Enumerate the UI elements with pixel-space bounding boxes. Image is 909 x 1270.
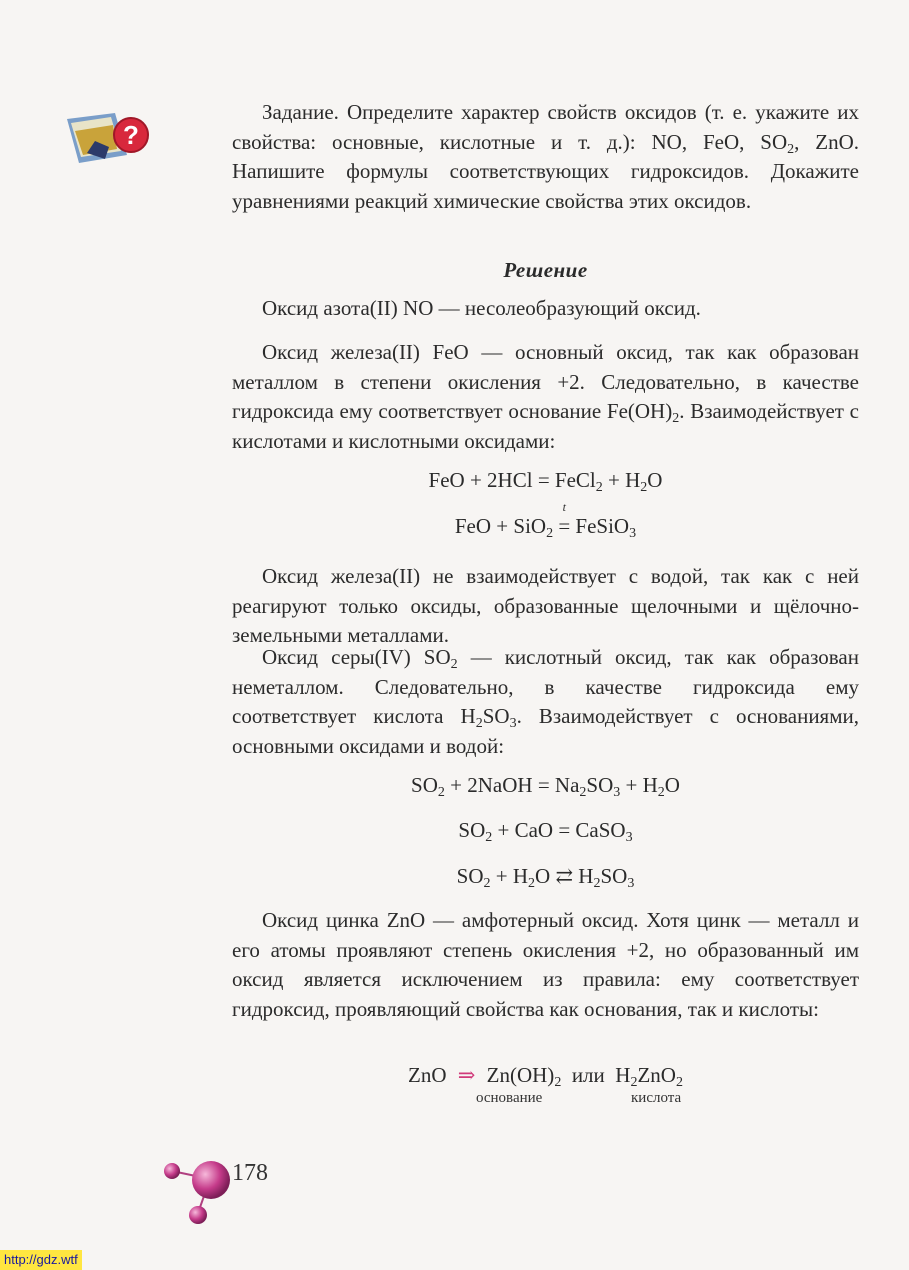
folder-question-icon bbox=[65, 105, 150, 167]
paragraph-no: Оксид азота(II) NO — несолеобразующий оксид. bbox=[262, 296, 701, 320]
paragraph-feo-water: Оксид железа(II) не взаимодействует с водой, так как с ней реагируют только оксиды, образованные щелочными и щёлочно-земельными металлами. bbox=[232, 564, 859, 647]
heat-sign: = t bbox=[558, 500, 571, 538]
equation-so2-cao: $SO_2$ + CaO = CaSO$_3$ bbox=[458, 818, 633, 845]
equation-feo-sio2: FeO + SiO$_2$ = t FeSiO$_3$ bbox=[454, 500, 637, 541]
equation-so2-water: $SO_2 + H_2O$ ⇄ $H_2SO_3$ bbox=[456, 864, 635, 891]
label-base: основание bbox=[476, 1090, 543, 1106]
paragraph-zno: Оксид цинка ZnO — амфотерный оксид. Хотя цинк — металл и его атомы проявляют степень окисления +2, но образованный им оксид является исключением из правила: ему соответствует гидроксид, проявляющий свойства как основания, так и кислоты: bbox=[232, 908, 859, 1021]
implies-arrow: ⇒ bbox=[457, 1063, 476, 1087]
page-number: 178 bbox=[232, 1160, 268, 1186]
equation-zno: ZnO ⇒ $Zn(OH)_2$ или $H_2ZnO_2$ bbox=[408, 1063, 683, 1090]
equation-so2-naoh: $SO_2$ + 2NaOH = $Na_2SO_3 + H_2O$ bbox=[411, 773, 680, 800]
source-link[interactable]: http://gdz.wtf bbox=[0, 1250, 82, 1270]
svg-text:?: ? bbox=[123, 120, 139, 150]
equation-feo-hcl: FeO + 2HCl = FeCl$_2$ + $H_2O$ bbox=[428, 468, 663, 495]
solution-heading: Решение bbox=[503, 258, 588, 282]
task-paragraph: Задание. Определите характер свойств оксидов (т. е. укажите их свойства: основные, кислотные и т. д.): NO, FeO, $SO_2$, ZnO. Напишите формулы соответствующих гидроксидов. Докажите уравнениями реакций химические свойства этих оксидов. bbox=[232, 100, 859, 213]
label-acid: кислота bbox=[631, 1090, 682, 1106]
molecule-decoration bbox=[160, 1155, 235, 1230]
paragraph-so2: Оксид серы(IV) $SO_2$ — кислотный оксид, так как образован неметаллом. Следовательно, в качестве гидроксида ему соответствует кислота $H_2SO_3$. Взаимодействует с основаниями, основными оксидами и водой: bbox=[232, 645, 859, 758]
paragraph-feo: Оксид железа(II) FeO — основный оксид, так как образован металлом в степени окисления +2. Следовательно, в качестве гидроксида ему соответствует основание $Fe(OH)_2$. Взаимодействует с кислотами и кислотными оксидами: bbox=[232, 340, 860, 453]
